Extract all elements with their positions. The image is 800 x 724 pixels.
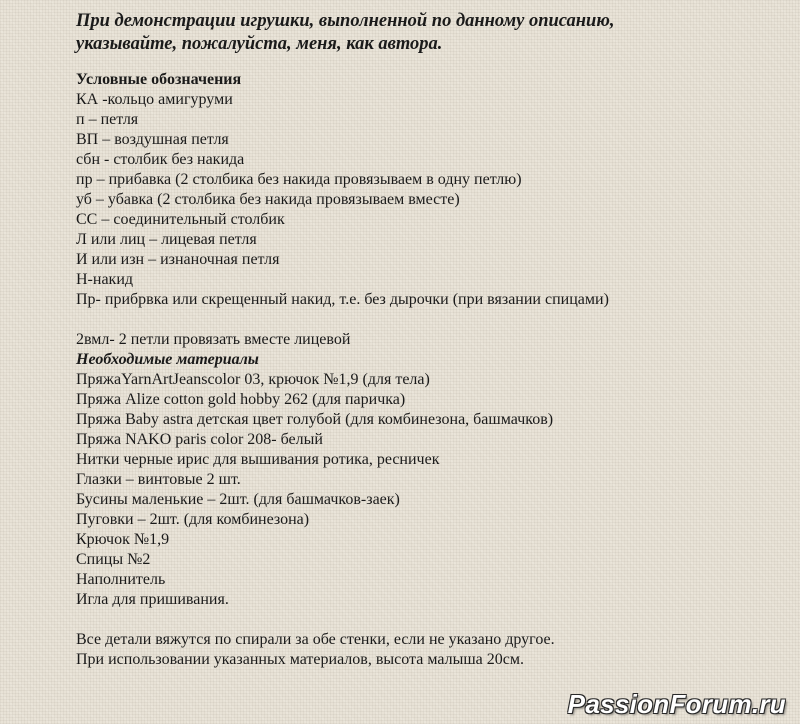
author-notice-line: При демонстрации игрушки, выполненной по данному описанию, [76, 11, 615, 31]
footer-note: При использовании указанных материалов, высота малыша 20см. [76, 651, 524, 668]
legend-item: КА -кольцо амигуруми [76, 91, 233, 108]
material-item: Бусины маленькие – 2шт. (для башмачков-заек) [76, 491, 400, 508]
material-item: Глазки – винтовые 2 шт. [76, 471, 241, 488]
legend-item: Н-накид [76, 271, 134, 288]
document [76, 10, 776, 670]
author-notice-line: указывайте, пожалуйста, меня, как автора. [76, 34, 443, 54]
spacer [76, 610, 776, 630]
legend-title: Условные обозначения [76, 71, 242, 88]
legend-item: пр – прибавка (2 столбика без накида провязываем в одну петлю) [76, 171, 522, 188]
material-item: Крючок №1,9 [76, 531, 170, 548]
material-item: Спицы №2 [76, 551, 151, 568]
materials-title: Необходимые материалы [76, 351, 259, 368]
material-item: Нитки черные ирис для вышивания ротика, ресничек [76, 451, 440, 468]
material-item: Игла для пришивания. [76, 591, 229, 608]
legend-extra: 2вмл- 2 петли провязать вместе лицевой [76, 331, 351, 348]
legend-item: И или изн – изнаночная петля [76, 251, 280, 268]
legend-item: сбн - столбик без накида [76, 151, 245, 168]
legend-item: Л или лиц – лицевая петля [76, 231, 257, 248]
site-watermark: PassionForum.ru [567, 689, 786, 719]
material-item: Пряжа Alize cotton gold hobby 262 (для паричка) [76, 391, 406, 408]
legend-item: СС – соединительный столбик [76, 211, 285, 228]
spacer [76, 310, 776, 330]
material-item: ПряжаYarnArtJeanscolor 03, крючок №1,9 (для тела) [76, 371, 430, 388]
author-notice [76, 10, 776, 56]
material-item: Пуговки – 2шт. (для комбинезона) [76, 511, 310, 528]
legend-item: Пр- прибрвка или скрещенный накид, т.е. без дырочки (при вязании спицами) [76, 291, 609, 308]
footer-note: Все детали вяжутся по спирали за обе стенки, если не указано другое. [76, 631, 555, 648]
material-item: Пряжа Baby astra детская цвет голубой (для комбинезона, башмачков) [76, 411, 554, 428]
legend-item: ВП – воздушная петля [76, 131, 229, 148]
material-item: Пряжа NAKO paris color 208- белый [76, 431, 323, 448]
legend-item: уб – убавка (2 столбика без накида провязываем вместе) [76, 191, 460, 208]
legend-item: п – петля [76, 111, 139, 128]
material-item: Наполнитель [76, 571, 166, 588]
